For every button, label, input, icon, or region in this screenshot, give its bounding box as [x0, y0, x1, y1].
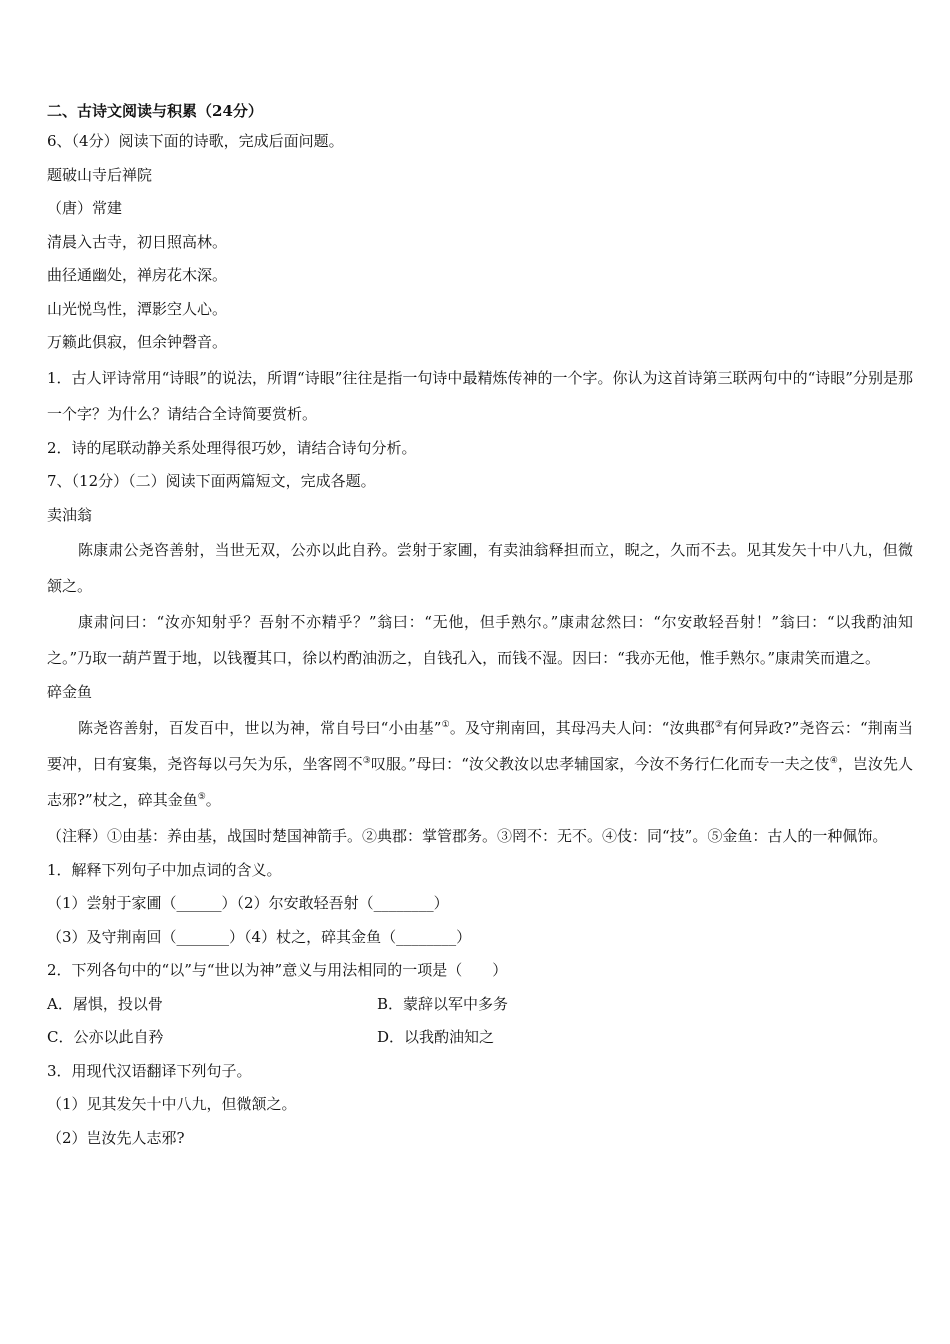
translation-item: （2）岂汝先人志邪? [47, 1128, 185, 1147]
poem-line: 曲径通幽处，禅房花木深。 [47, 266, 228, 284]
footnote-marker: ⑤ [197, 791, 206, 802]
question-7-sub1-stem: 1．解释下列句子中加点词的含义。 [47, 860, 282, 879]
annotation-notes: （注释）①由基：养由基，战国时楚国神箭手。②典郡：掌管郡务。③罔不：无不。④伎：同“技”。⑤金鱼：古人的一种佩饰。 [47, 826, 888, 845]
question-6-stem: 6、（4分）阅读下面的诗歌，完成后面问题。 [47, 132, 344, 150]
fill-blank-row: （1）尝射于家圃（______）（2）尔安敢轻吾射（________） [47, 894, 449, 912]
question-7-sub2-stem: 2．下列各句中的“以”与“世以为神”意义与用法相同的一项是（ ） [47, 961, 508, 979]
footnote-marker: ④ [829, 755, 838, 766]
poem-line: 万籁此俱寂，但余钟磬音。 [47, 333, 228, 351]
option-d[interactable]: D．以我酌油知之 [377, 1028, 495, 1046]
poem-line: 清晨入古寺，初日照高林。 [47, 232, 228, 251]
options-row [47, 1021, 913, 1055]
translation-item: （1）见其发矢十中八九，但微颔之。 [47, 1095, 297, 1113]
poem-title: 题破山寺后禅院 [47, 165, 153, 184]
options-row [47, 988, 913, 1022]
option-c[interactable]: C．公亦以此自矜 [47, 1028, 164, 1046]
option-a[interactable]: A．屠惧，投以骨 [47, 994, 163, 1013]
question-6-sub2: 2．诗的尾联动静关系处理得很巧妙，请结合诗句分析。 [47, 438, 417, 457]
question-7-sub3-stem: 3．用现代汉语翻译下列句子。 [47, 1061, 252, 1080]
poem-line: 山光悦鸟性，潭影空人心。 [47, 299, 228, 318]
poem-author: （唐）常建 [47, 199, 123, 217]
option-b[interactable]: B．蒙辞以军中多务 [377, 994, 509, 1013]
question-7-stem: 7、（12分）（二）阅读下面两篇短文，完成各题。 [47, 472, 376, 490]
footnote-marker: ① [441, 719, 450, 730]
question-6-sub1: 1．古人评诗常用“诗眼”的说法，所谓“诗眼”往往是指一句诗中最精炼传神的一个字。你认为这首诗第三联两句中的“诗眼”分别是那一个字？为什么？请结合全诗简要赏析。 [47, 368, 913, 423]
fill-blank-row: （3）及守荆南回（_______）（4）杖之，碎其金鱼（________） [47, 927, 472, 946]
text1-paragraph: 陈康肃公尧咨善射，当世无双，公亦以此自矜。尝射于家圃，有卖油翁释担而立，睨之，久而不去。见其发矢十中八九，但微颔之。 [47, 541, 913, 595]
text2-paragraph: 陈尧咨善射，百发百中，世以为神，常自号曰“小由基”①。及守荆南回，其母冯夫人问：“汝典郡②有何异政?”尧咨云：“荆南当要冲，日有宴集，尧咨每以弓矢为乐，坐客罔不③叹服。”母曰：“汝父教汝以忠孝辅国家，今汝不务行仁化而专一夫之伎④，岂汝先人志邪?”杖之，碎其金鱼⑤。 [47, 718, 914, 809]
text1-paragraph: 康肃问曰：“汝亦知射乎？吾射不亦精乎？”翁曰：“无他，但手熟尔。”康肃忿然曰：“尔安敢轻吾射！”翁曰：“以我酌油知之。”乃取一葫芦置于地，以钱覆其口，徐以杓酌油沥之，自钱孔入，而钱不湿。因曰：“我亦无他，惟手熟尔。”康肃笑而遣之。 [47, 613, 913, 667]
text2-title: 碎金鱼 [47, 683, 93, 701]
document-page [47, 97, 913, 1155]
text1-title: 卖油翁 [47, 505, 93, 524]
footnote-marker: ③ [362, 755, 371, 766]
footnote-marker: ② [714, 719, 724, 730]
section-heading: 二、古诗文阅读与积累（24分） [47, 102, 263, 120]
